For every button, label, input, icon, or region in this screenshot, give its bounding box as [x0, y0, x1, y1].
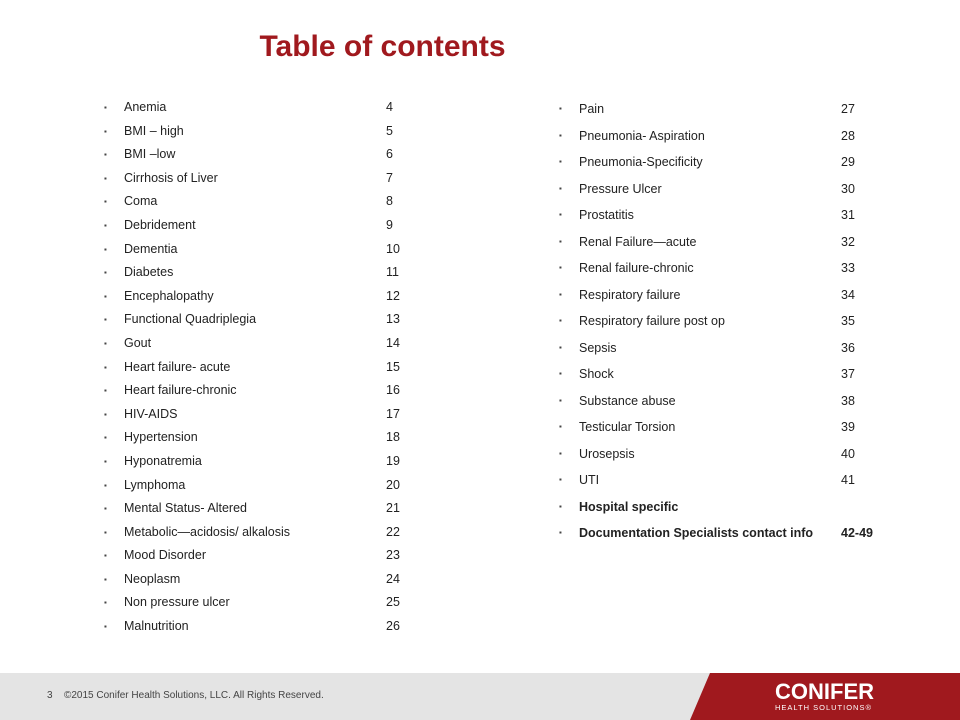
toc-entry-label: Respiratory failure [579, 287, 681, 302]
bullet-icon: ▪ [559, 395, 562, 405]
toc-entry-page: 8 [386, 194, 393, 209]
toc-entry-label: Renal failure-chronic [579, 261, 694, 275]
bullet-icon: ▪ [104, 386, 107, 396]
copyright-text: ©2015 Conifer Health Solutions, LLC. All Rights Reserved. [64, 690, 324, 701]
bullet-icon: ▪ [104, 173, 107, 183]
bullet-icon: ▪ [104, 197, 107, 207]
toc-entry-label: Shock [579, 367, 614, 381]
bullet-icon: ▪ [559, 183, 562, 193]
toc-entry-page: 32 [841, 234, 855, 249]
logo-wordmark: CONIFER [775, 679, 874, 704]
bullet-icon: ▪ [104, 551, 107, 561]
toc-entry-page: 22 [386, 524, 400, 539]
toc-entry-page: 33 [841, 261, 855, 275]
bullet-icon: ▪ [559, 501, 562, 511]
toc-entry-label: Pain [579, 102, 605, 116]
toc-entry-label: Mood Disorder [124, 548, 206, 563]
toc-entry-label: Coma [124, 194, 158, 209]
toc-entry-label: Heart failure- acute [124, 359, 231, 374]
toc-entry-page: 35 [841, 314, 855, 328]
toc-entry-page: 28 [841, 128, 855, 143]
toc-entry-page: 16 [386, 383, 400, 398]
toc-entry-label: Lymphoma [124, 477, 186, 492]
toc-entry-page: 14 [386, 335, 400, 350]
bullet-icon: ▪ [559, 528, 562, 537]
bullet-icon: ▪ [104, 504, 107, 514]
logo-tagline: HEALTH SOLUTIONS® [775, 703, 872, 712]
bullet-icon: ▪ [104, 103, 107, 112]
toc-entry-page: 26 [386, 619, 400, 634]
toc-entry-label: Debridement [124, 217, 196, 232]
toc-entry-label: Pneumonia- Aspiration [579, 128, 705, 143]
bullet-icon: ▪ [559, 422, 562, 431]
bullet-icon: ▪ [104, 480, 107, 490]
bullet-icon: ▪ [104, 527, 107, 537]
toc-entry-page: 25 [386, 595, 400, 610]
toc-entry-label: Urosepsis [579, 446, 635, 461]
toc-entry-label: Gout [124, 335, 152, 350]
toc-entry-page: 19 [386, 453, 400, 468]
toc-entry-page: 9 [386, 217, 393, 232]
bullet-icon: ▪ [559, 448, 562, 458]
toc-entry-label: BMI – high [124, 123, 184, 138]
toc-entry-page: 12 [386, 288, 400, 303]
toc-entry-label: BMI –low [124, 147, 176, 162]
bullet-icon: ▪ [559, 316, 562, 325]
bullet-icon: ▪ [559, 342, 562, 352]
toc-entry-page: 17 [386, 406, 400, 421]
page-title: Table of contents [259, 30, 506, 63]
toc-entry-label: Prostatitis [579, 208, 634, 222]
toc-entry-label: Hypertension [124, 430, 198, 445]
toc-entry-page: 30 [841, 181, 855, 196]
toc-entry-label: Sepsis [579, 340, 617, 355]
bullet-icon: ▪ [559, 130, 562, 140]
toc-entry-label: Hyponatremia [124, 453, 202, 468]
toc-entry-page: 24 [386, 571, 400, 586]
bullet-icon: ▪ [104, 598, 107, 608]
toc-entry-label: Non pressure ulcer [124, 595, 230, 610]
toc-entry-page: 34 [841, 287, 855, 302]
bullet-icon: ▪ [559, 289, 562, 299]
toc-entry-page: 21 [386, 501, 400, 516]
bullet-icon: ▪ [104, 150, 107, 160]
toc-entry-label: Mental Status- Altered [124, 501, 247, 516]
toc-entry-label: Renal Failure—acute [579, 234, 697, 249]
bullet-icon: ▪ [559, 157, 562, 166]
toc-entry-page: 42-49 [841, 526, 873, 540]
toc-entry-label: Dementia [124, 241, 178, 256]
bullet-icon: ▪ [559, 210, 562, 219]
toc-entry-label: Malnutrition [124, 619, 189, 634]
bullet-icon: ▪ [104, 433, 107, 443]
toc-entry-page: 23 [386, 548, 400, 563]
toc-entry-page: 4 [386, 100, 393, 114]
toc-entry-page: 27 [841, 102, 855, 116]
bullet-icon: ▪ [104, 456, 107, 466]
toc-entry-label: Encephalopathy [124, 288, 214, 303]
toc-entry-label: Anemia [124, 100, 167, 114]
toc-entry-label: Neoplasm [124, 571, 181, 586]
toc-entry-page: 18 [386, 430, 400, 445]
toc-entry-label: Documentation Specialists contact info [579, 526, 814, 540]
bullet-icon: ▪ [104, 126, 107, 136]
toc-entry-page: 31 [841, 208, 855, 222]
toc-entry-page: 41 [841, 473, 855, 487]
toc-entry-label: HIV-AIDS [124, 406, 178, 421]
toc-entry-label: Metabolic—acidosis/ alkalosis [124, 524, 291, 539]
bullet-icon: ▪ [104, 409, 107, 419]
toc-entry-page: 40 [841, 446, 855, 461]
toc-entry-page: 39 [841, 420, 855, 434]
toc-entry-page: 37 [841, 367, 855, 381]
toc-entry-label: Respiratory failure post op [579, 314, 725, 328]
toc-entry-label: Hospital specific [579, 499, 679, 514]
bullet-icon: ▪ [104, 338, 107, 348]
toc-entry-page: 36 [841, 340, 855, 355]
toc-entry-page: 13 [386, 312, 400, 327]
bullet-icon: ▪ [559, 369, 562, 378]
conifer-logo [775, 681, 895, 713]
bullet-icon: ▪ [104, 244, 107, 254]
toc-entry-page: 15 [386, 359, 400, 374]
toc-entry-page: 20 [386, 477, 400, 492]
toc-entry-label: Pressure Ulcer [579, 181, 662, 196]
toc-entry-label: Substance abuse [579, 393, 676, 408]
bullet-icon: ▪ [104, 622, 107, 632]
toc-entry-page: 11 [386, 265, 399, 280]
bullet-icon: ▪ [559, 475, 562, 484]
toc-entry-page: 38 [841, 393, 855, 408]
bullet-icon: ▪ [104, 291, 107, 301]
bullet-icon: ▪ [104, 574, 107, 584]
toc-entry-page: 6 [386, 147, 393, 162]
toc-entry-page: 5 [386, 123, 393, 138]
bullet-icon: ▪ [104, 362, 107, 372]
bullet-icon: ▪ [104, 268, 107, 278]
toc-entry-label: Diabetes [124, 265, 174, 280]
bullet-icon: ▪ [559, 104, 562, 113]
bullet-icon: ▪ [104, 220, 107, 230]
slide-number: 3 [47, 690, 53, 701]
bullet-icon: ▪ [559, 236, 562, 246]
toc-entry-label: Pneumonia-Specificity [579, 155, 703, 169]
toc-entry-label: Heart failure-chronic [124, 383, 237, 398]
bullet-icon: ▪ [104, 315, 107, 325]
toc-entry-label: Functional Quadriplegia [124, 312, 257, 327]
toc-entry-page: 7 [386, 170, 393, 185]
toc-entry-label: UTI [579, 473, 600, 487]
toc-entry-page: 29 [841, 155, 855, 169]
toc-entry-page: 10 [386, 241, 400, 256]
bullet-icon: ▪ [559, 263, 562, 272]
toc-entry-label: Cirrhosis of Liver [124, 170, 218, 185]
toc-entry-label: Testicular Torsion [579, 420, 676, 434]
